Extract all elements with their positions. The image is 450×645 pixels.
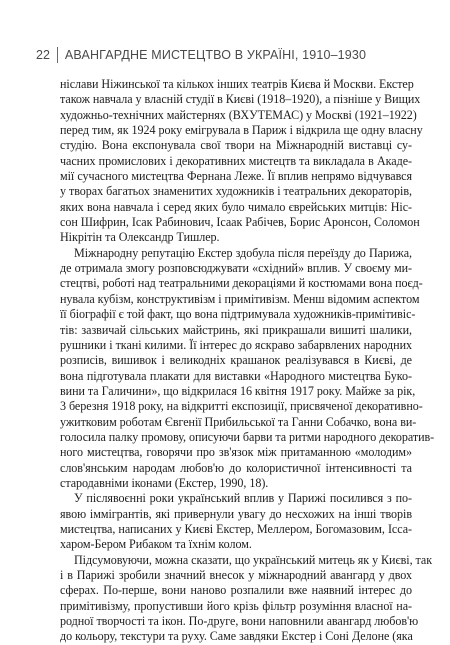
- text-line: родної творчості та ікон. По-друге, вони наповнили авангард любов'ю: [60, 614, 419, 629]
- running-title: АВАНГАРДНЕ МИСТЕЦТВО В УКРАЇНІ, 1910–1930: [64, 48, 367, 62]
- running-header: [36, 46, 366, 64]
- text-line: також навчала у власній студії в Києві (1918–1920), а пізніше у Вищих: [60, 92, 421, 107]
- text-line: розписів, вишивок і великодніх крашанок реалізувався в Києві, де: [60, 353, 412, 368]
- text-line: сферах. По-перше, вони наново розпалили вже наявний інтерес до: [60, 583, 412, 598]
- text-line: вини та Галичини», що відкрилася 16 квітня 1917 року. Майже за рік,: [60, 383, 416, 398]
- header-divider: [57, 47, 58, 63]
- text-line: нувала кубізм, конструктивізм і примітивізм. Менш відомим аспектом: [60, 291, 420, 306]
- text-line: явою іммігрантів, які привернули увагу до несхожих на інші творів: [60, 506, 412, 521]
- text-line: до кольору, текстури та руху. Саме завдяки Екстер і Соні Делоне (яка: [60, 629, 413, 644]
- text-line: рушники і ткані килими. Її інтерес до яскраво забарвлених народних: [60, 337, 412, 352]
- text-line: У післявоєнні роки український вплив у Парижі посилився з по-: [74, 491, 412, 506]
- text-line: її біографії є той факт, що вона підтримувала художників-примітивіс-: [60, 307, 416, 322]
- text-line: художньо-технічних майстернях (ВХУТЕМАС) у Москві (1921–1922): [60, 107, 417, 122]
- text-line: студію. Вона експонувала свої твори на Міжнародній виставці су-: [60, 138, 412, 153]
- text-line: у творах багатьох знаменитих художників і театральних декораторів,: [60, 184, 412, 199]
- text-line: часних промислових і декоративних мистецтв та викладала в Акаде-: [60, 153, 412, 168]
- text-line: Підсумовуючи, можна сказати, що український митець як у Києві, так: [74, 552, 433, 567]
- text-line: стецтві, роботі над театральними декораціями й костюмами вона поєд-: [60, 276, 423, 291]
- text-line: слов'янським народам любов'ю до колористичної інтенсивності та: [60, 460, 412, 475]
- text-line: ного мистецтва, говорячи про зв'язок між притаманною «молодим»: [60, 445, 412, 460]
- text-line: мії сучасного мистецтва Фернана Леже. Її вплив непрямо відчувався: [60, 169, 412, 184]
- text-line: Міжнародну репутацію Екстер здобула після переїзду до Парижа,: [74, 245, 412, 260]
- text-line: Нікрітін та Олександр Тишлер.: [60, 230, 220, 245]
- body-text: [60, 77, 435, 645]
- text-line: ніслави Ніжинської та кількох інших театрів Києва й Москви. Екстер: [60, 77, 414, 91]
- text-line: де отримала змогу розповсюджувати «східний» вплив. У своєму ми-: [60, 261, 412, 276]
- text-line: перед тим, як 1924 року емігрувала в Париж і відкрила ще одну власну: [60, 123, 423, 138]
- text-line: 3 березня 1918 року, на відкритті експозиції, присвяченої декоративно-: [60, 399, 423, 414]
- text-line: вона підготувала плакати для виставки «Народного мистецтва Буко-: [60, 368, 412, 383]
- text-line: тів: зазвичай сільських майстринь, які прикрашали вишиті шалики,: [60, 322, 412, 337]
- text-line: сон Шифрин, Ісак Рабинович, Ісаак Рабічев, Борис Аронсон, Соломон: [60, 215, 420, 230]
- text-line: харом-Бером Рибаком та їхнім колом.: [60, 537, 252, 552]
- text-line: стародавніми іконами (Екстер, 1990, 18).: [60, 475, 269, 490]
- text-line: ужитковим роботам Євгенії Прибильської та Ганни Собачко, вона ви-: [60, 414, 417, 429]
- text-line: голосила палку промову, описуючи барви та ритми народного декоратив-: [60, 429, 435, 444]
- text-line: мистецтва, написаних у Києві Екстер, Меллером, Богомазовим, Ісса-: [60, 521, 412, 536]
- page-number: 22: [36, 48, 50, 62]
- text-line: примітивізму, пропустивши його крізь фільтр розуміння власної на-: [60, 598, 412, 613]
- text-line: і в Парижі зробили значний внесок у міжнародний авангард у двох: [60, 568, 412, 582]
- text-line: яких вона навчала і серед яких було чимало єврейських митців: Ніс-: [60, 199, 412, 214]
